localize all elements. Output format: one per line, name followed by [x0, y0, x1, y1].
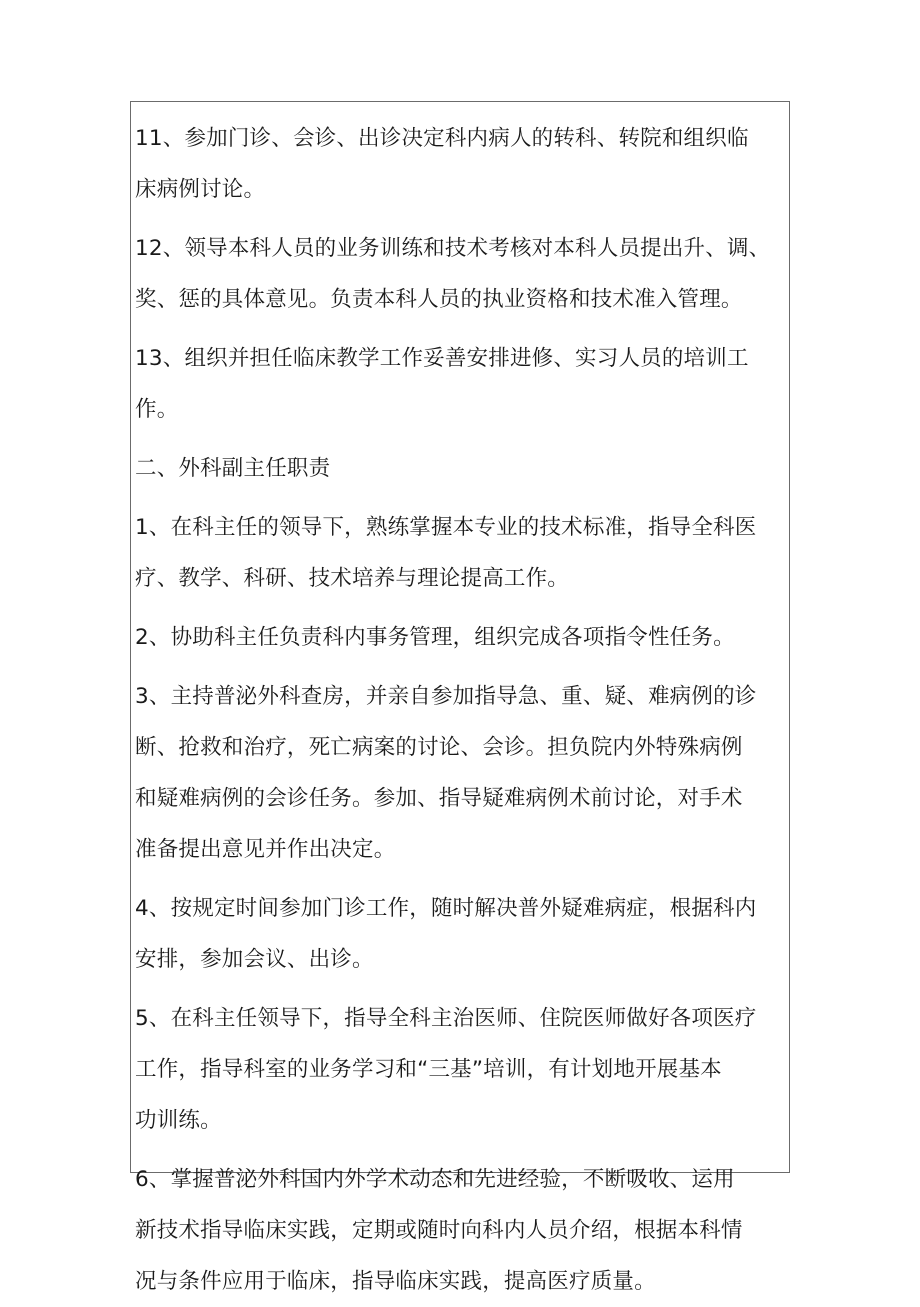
paragraph-item-4 [135, 883, 787, 985]
text-line: 1、在科主任的领导下，熟练掌握本专业的技术标准，指导全科医 [135, 515, 757, 540]
text-line: 和疑难病例的会诊任务。参加、指导疑难病例术前讨论，对手术 [135, 786, 743, 811]
text-line: 6、掌握普泌外科国内外学术动态和先进经验，不断吸收、运用 [135, 1167, 735, 1192]
text-line: 5、在科主任领导下，指导全科主治医师、住院医师做好各项医疗 [135, 1006, 757, 1031]
text-line: 作。 [135, 397, 179, 422]
text-line: 2、协助科主任负责科内事务管理，组织完成各项指令性任务。 [135, 625, 735, 650]
text-line: 疗、教学、科研、技术培养与理论提高工作。 [135, 566, 570, 591]
text-line: 工作，指导科室的业务学习和“三基”培训，有计划地开展基本 [135, 1057, 722, 1082]
text-line: 4、按规定时间参加门诊工作，随时解决普外疑难病症，根据科内 [135, 896, 757, 921]
section-heading [135, 443, 787, 494]
text-line: 13、组织并担任临床教学工作妥善安排进修、实习人员的培训工 [135, 346, 749, 371]
text-line: 3、主持普泌外科查房，并亲自参加指导急、重、疑、难病例的诊 [135, 684, 757, 709]
text-line: 11、参加门诊、会诊、出诊决定科内病人的转科、转院和组织临 [135, 126, 749, 151]
document-table-cell [130, 101, 790, 1294]
paragraph-item-11 [135, 113, 787, 215]
paragraph-item-12 [135, 223, 787, 325]
text-line: 断、抢救和治疗，死亡病案的讨论、会诊。担负院内外特殊病例 [135, 735, 743, 760]
text-line: 安排，参加会议、出诊。 [135, 947, 374, 972]
text-line: 功训练。 [135, 1108, 222, 1133]
text-line: 新技术指导临床实践，定期或随时向科内人员介绍，根据本科情 [135, 1218, 743, 1243]
text-line: 12、领导本科人员的业务训练和技术考核对本科人员提出升、调、 [135, 236, 771, 261]
paragraph-item-3 [135, 671, 787, 875]
text-line: 床病例讨论。 [135, 177, 266, 202]
section-title: 二、外科副主任职责 [135, 456, 331, 481]
document-body [135, 113, 787, 1307]
paragraph-item-2 [135, 612, 787, 663]
text-line: 准备提出意见并作出决定。 [135, 837, 396, 862]
paragraph-item-13 [135, 333, 787, 435]
text-line: 奖、惩的具体意见。负责本科人员的执业资格和技术准入管理。 [135, 287, 743, 312]
paragraph-item-5 [135, 993, 787, 1146]
text-line: 况与条件应用于临床，指导临床实践，提高医疗质量。 [135, 1269, 656, 1294]
paragraph-item-6 [135, 1154, 787, 1307]
paragraph-item-1 [135, 502, 787, 604]
